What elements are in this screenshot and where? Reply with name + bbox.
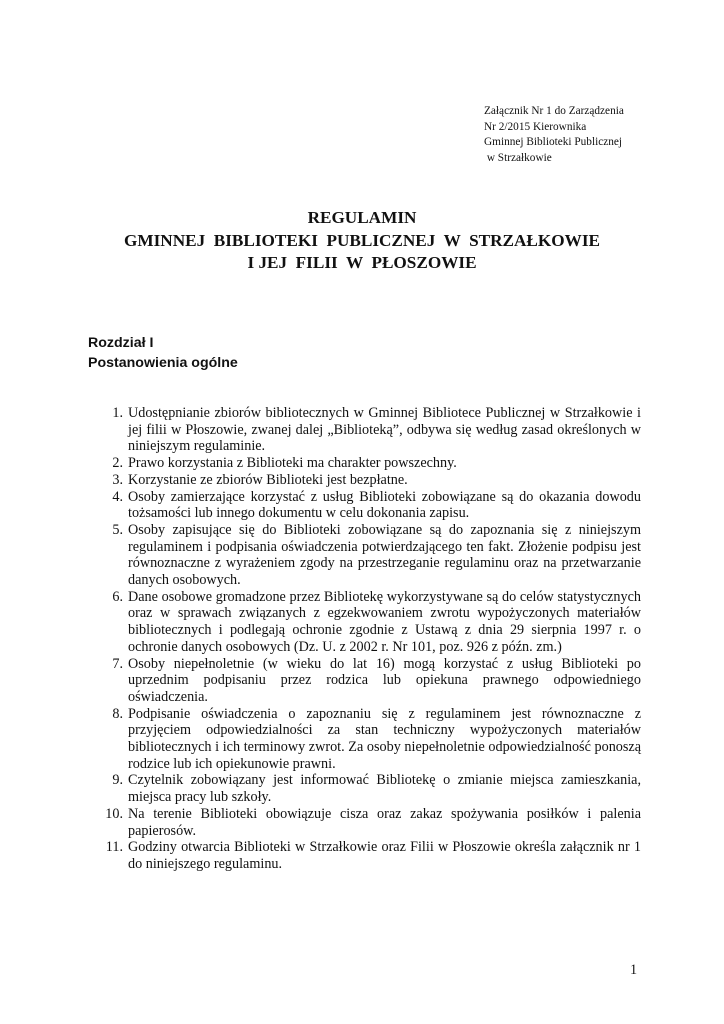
item-number: 11. xyxy=(105,839,123,856)
item-number: 5. xyxy=(112,521,123,538)
item-text: Na terenie Biblioteki obowiązuje cisza oraz zakaz spożywania posiłków i palenia papierosów. xyxy=(128,805,641,839)
item-text: Prawo korzystania z Biblioteki ma charakter powszechny. xyxy=(128,455,457,472)
title-line: GMINNEJ BIBLIOTEKI PUBLICZNEJ W STRZAŁKOWIE xyxy=(124,230,600,250)
list-item xyxy=(94,472,641,489)
item-number: 4. xyxy=(112,488,123,505)
item-number: 6. xyxy=(112,588,123,605)
attachment-line: Nr 2/2015 Kierownika xyxy=(484,120,587,133)
attachment-line: w Strzałkowie xyxy=(484,151,552,164)
document-title xyxy=(0,207,724,275)
list-item xyxy=(94,656,641,706)
list-item xyxy=(94,405,641,455)
list-item xyxy=(94,522,641,589)
list-item xyxy=(94,772,641,805)
item-text: Dane osobowe gromadzone przez Bibliotekę wykorzystywane są do celów statystycznych oraz w sprawach związanych z egzekwowaniem zwrotu wypożyczonych materiałów bibliotecznych i podlegają ochronie zgodnie z Ustawą z dnia 29 sierpnia 1997 r. o ochronie danych osobowych (Dz. U. z 2002 r. Nr 101, poz. 926 z późn. zm.) xyxy=(128,588,641,655)
list-item xyxy=(94,455,641,472)
chapter-name: Postanowienia ogólne xyxy=(88,355,238,371)
list-item xyxy=(94,839,641,872)
item-number: 2. xyxy=(112,455,123,472)
attachment-note xyxy=(484,104,704,166)
chapter-heading xyxy=(88,333,238,373)
item-text: Czytelnik zobowiązany jest informować Bibliotekę o zmianie miejsca zamieszkania, miejsca pracy lub szkoły. xyxy=(128,772,641,806)
page-number: 1 xyxy=(630,962,638,978)
item-text: Udostępnianie zbiorów bibliotecznych w Gminnej Bibliotece Publicznej w Strzałkowie i jej filii w Płoszowie, zwanej dalej „Biblioteką”, odbywa się według zasad określonych w niniejszym regulaminie. xyxy=(128,405,641,455)
list-item xyxy=(94,706,641,773)
item-number: 10. xyxy=(105,805,123,822)
chapter-number: Rozdział I xyxy=(88,335,154,351)
item-text: Osoby niepełnoletnie (w wieku do lat 16) mogą korzystać z usług Biblioteki po uprzednim podpisaniu przez rodzica lub opiekuna prawnego odpowiedniego oświadczenia. xyxy=(128,655,641,705)
rules-list xyxy=(94,405,641,873)
item-text: Osoby zapisujące się do Biblioteki zobowiązane są do zapoznania się z niniejszym regulaminem i podpisania oświadczenia potwierdzającego ten fakt. Złożenie podpisu jest równoznaczne z wyrażeniem zgody na przestrzeganie regulaminu oraz na przetwarzanie danych osobowych. xyxy=(128,521,641,589)
item-text: Godziny otwarcia Biblioteki w Strzałkowie oraz Filii w Płoszowie określa załącznik nr 1 do niniejszego regulaminu. xyxy=(128,839,641,872)
attachment-line: Załącznik Nr 1 do Zarządzenia xyxy=(484,105,624,117)
list-item xyxy=(94,589,641,656)
title-line: I JEJ FILII W PŁOSZOWIE xyxy=(247,253,477,272)
attachment-line: Gminnej Biblioteki Publicznej xyxy=(484,136,623,148)
item-text: Korzystanie ze zbiorów Biblioteki jest bezpłatne. xyxy=(128,471,408,488)
item-number: 1. xyxy=(112,405,123,421)
item-number: 8. xyxy=(112,705,123,722)
item-number: 9. xyxy=(112,772,123,789)
item-text: Osoby zamierzające korzystać z usług Biblioteki zobowiązane są do okazania dowodu tożsamości lub innego dokumentu w celu dokonania zapisu. xyxy=(128,488,641,522)
item-number: 3. xyxy=(112,471,123,488)
title-line: REGULAMIN xyxy=(307,208,417,227)
list-item xyxy=(94,806,641,839)
list-item xyxy=(94,489,641,522)
item-text: Podpisanie oświadczenia o zapoznaniu się z regulaminem jest równoznaczne z przyjęciem odpowiedzialności za stan techniczny wypożyczonych materiałów bibliotecznych i ich terminowy zwrot. Za osoby niepełnoletnie odpowiedzialność ponoszą rodzice lub ich opiekunowie prawni. xyxy=(128,705,641,772)
item-number: 7. xyxy=(112,655,123,672)
